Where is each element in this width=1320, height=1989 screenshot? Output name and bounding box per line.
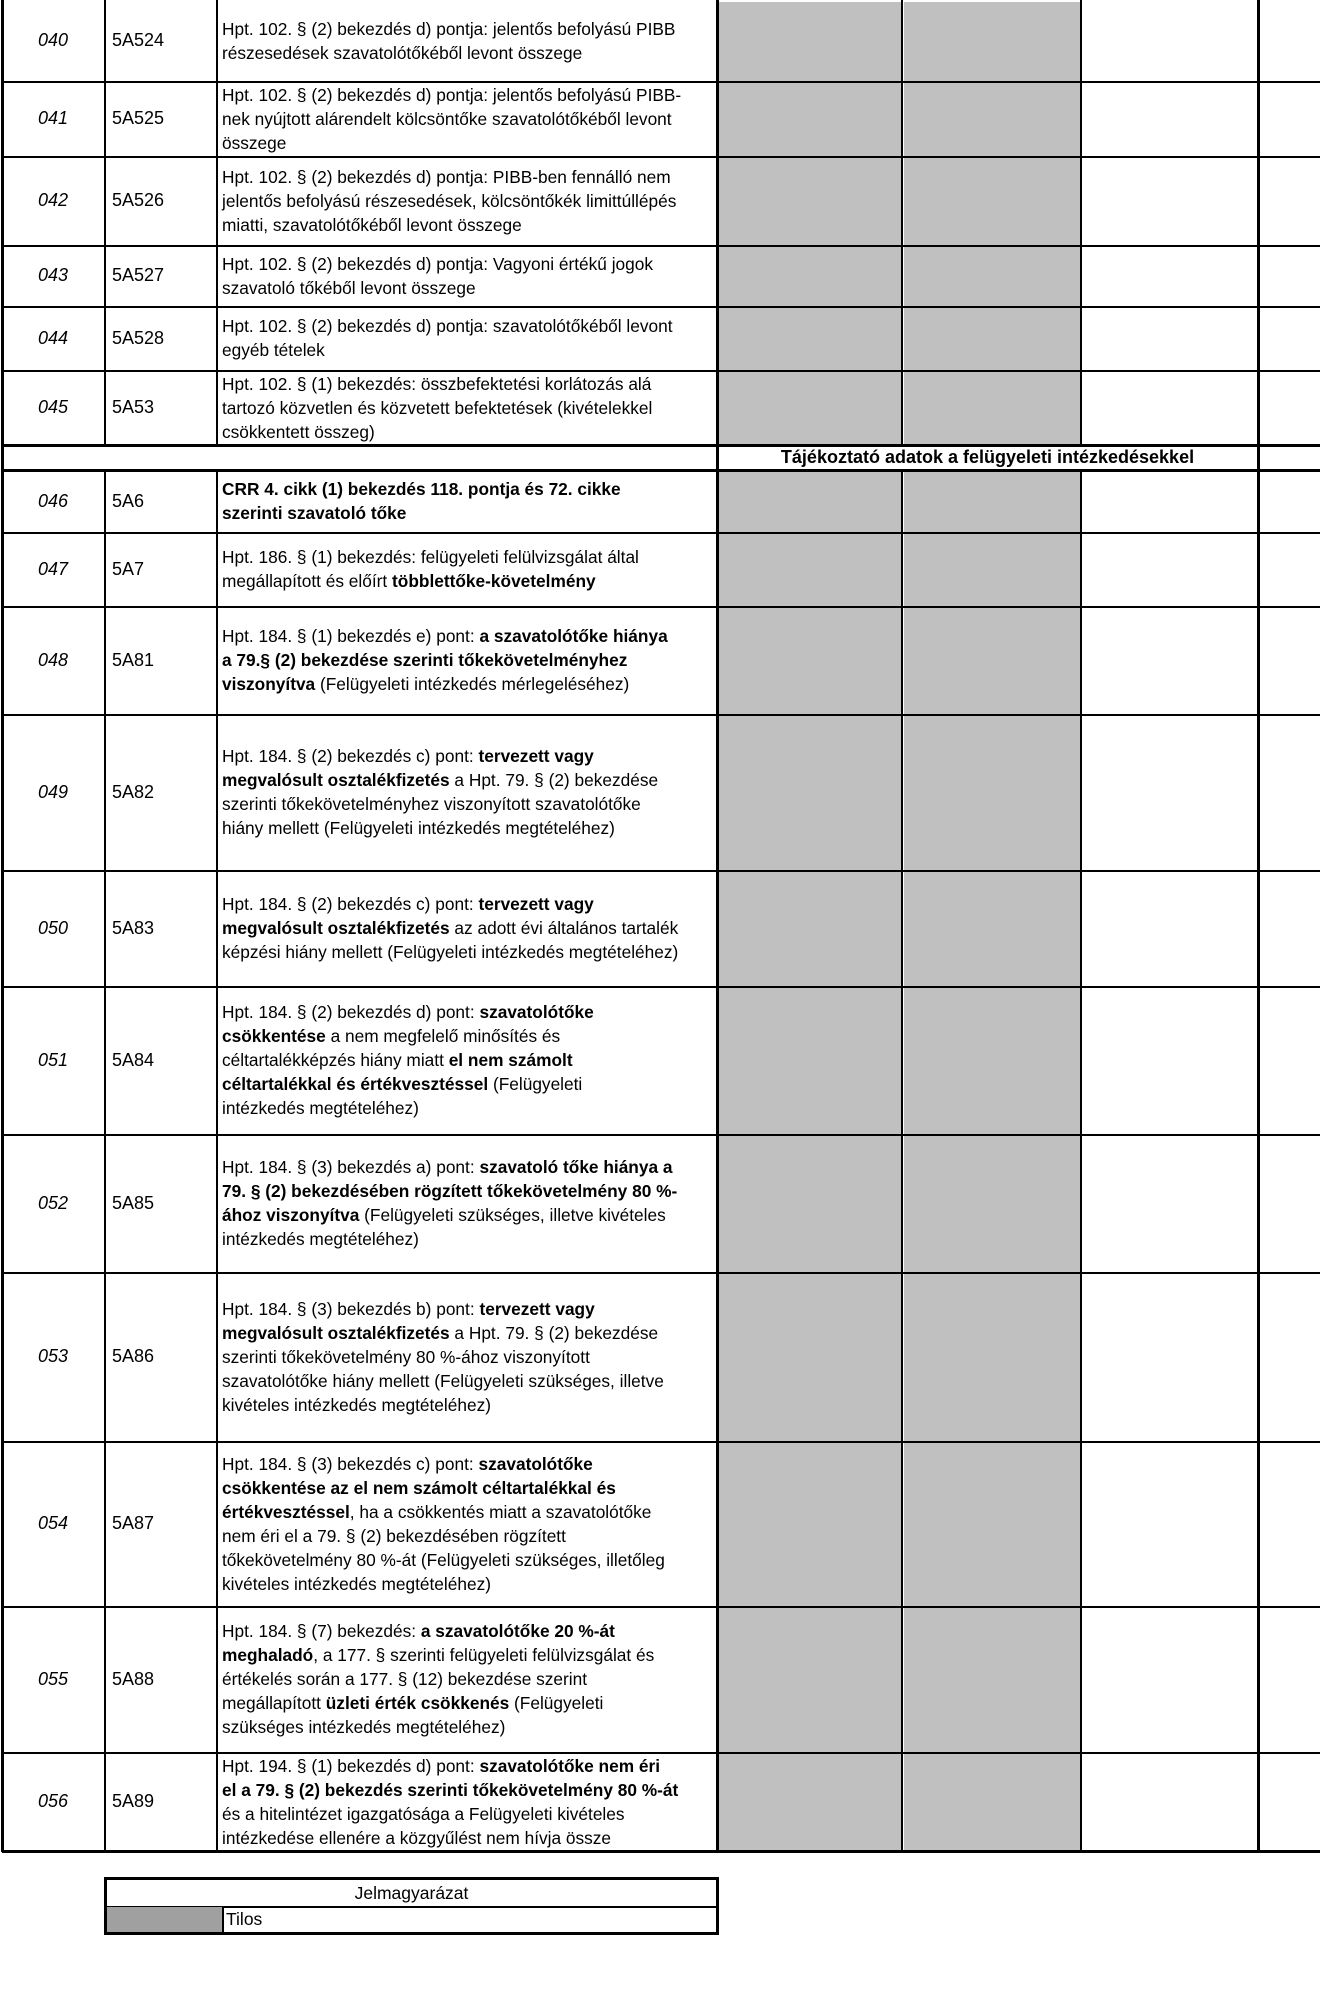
row-number: 050 bbox=[38, 917, 69, 938]
description-line bbox=[222, 1297, 664, 1321]
column-divider bbox=[216, 470, 218, 1852]
data-cell[interactable] bbox=[1260, 534, 1320, 606]
description-line bbox=[222, 672, 668, 696]
shaded-cell bbox=[719, 608, 902, 714]
row-description bbox=[219, 1272, 717, 1441]
data-cell[interactable] bbox=[1260, 1443, 1320, 1606]
shaded-cell bbox=[904, 83, 1081, 156]
shaded-cell bbox=[904, 1608, 1081, 1752]
description-line bbox=[222, 1548, 665, 1572]
data-cell[interactable] bbox=[1083, 372, 1258, 445]
text: (Felügyeleti intézkedés mérlegeléséhez) bbox=[315, 674, 630, 694]
row-code: 5A526 bbox=[112, 190, 165, 210]
data-cell[interactable] bbox=[1083, 1608, 1258, 1752]
shaded-cell bbox=[719, 1608, 902, 1752]
row-divider bbox=[2, 532, 1320, 534]
data-cell[interactable] bbox=[1260, 872, 1320, 986]
data-cell[interactable] bbox=[1260, 988, 1320, 1134]
bold-text: 79. § (2) bekezdésében rögzített tőkekövetelmény 80 %- bbox=[222, 1181, 678, 1201]
shaded-cell bbox=[719, 372, 902, 445]
text: részesedések szavatolótőkéből levont összege bbox=[222, 42, 583, 63]
description-line bbox=[222, 1572, 665, 1596]
text: megállapított és előírt bbox=[222, 571, 393, 591]
shaded-cell bbox=[719, 2, 902, 81]
data-cell[interactable] bbox=[1260, 472, 1320, 532]
row-code: 5A82 bbox=[112, 781, 155, 802]
row-number: 040 bbox=[38, 30, 69, 50]
description-line bbox=[222, 1321, 664, 1345]
description-line bbox=[222, 1155, 677, 1179]
description-line bbox=[222, 1369, 664, 1393]
description-line bbox=[222, 792, 658, 816]
data-cell[interactable] bbox=[1083, 1274, 1258, 1441]
data-cell[interactable] bbox=[1260, 247, 1320, 306]
text: Hpt. 102. § (2) bekezdés d) pontja: PIBB-ben fennálló nem bbox=[222, 166, 671, 187]
row-divider bbox=[2, 81, 1320, 83]
bold-text: csökkentése bbox=[222, 1026, 326, 1046]
description-line bbox=[222, 1619, 654, 1643]
description-line bbox=[222, 1778, 678, 1802]
row-number: 053 bbox=[38, 1346, 69, 1366]
description-line bbox=[222, 940, 678, 964]
shaded-cell bbox=[719, 1443, 902, 1606]
description-line bbox=[222, 1643, 654, 1667]
bold-text: el a 79. § (2) bekezdés szerinti tőkekövetelmény 80 %-át bbox=[222, 1779, 679, 1800]
row-divider bbox=[2, 606, 1320, 608]
column-divider bbox=[901, 0, 903, 445]
text: , a 177. § szerinti felügyeleti felülvizsgálat és bbox=[313, 1645, 655, 1665]
row-divider bbox=[2, 370, 1320, 372]
text: tartozó közvetlen és közvetett befektetések (kivételekkel bbox=[222, 397, 653, 418]
description-line bbox=[222, 314, 673, 338]
row-divider bbox=[2, 986, 1320, 988]
description-line bbox=[222, 372, 652, 396]
description-line bbox=[222, 420, 652, 444]
bold-text: szavatolótőke bbox=[479, 1002, 594, 1022]
row-code: 5A87 bbox=[112, 1513, 155, 1533]
data-cell[interactable] bbox=[1260, 1136, 1320, 1272]
shaded-cell bbox=[904, 2, 1081, 81]
data-cell[interactable] bbox=[1260, 2, 1320, 81]
bold-text: megvalósult osztalékfizetés bbox=[222, 1322, 450, 1343]
shaded-cell bbox=[904, 716, 1081, 870]
legend-title: Jelmagyarázat bbox=[107, 1880, 716, 1908]
data-cell[interactable] bbox=[1083, 716, 1258, 870]
bold-text: viszonyítva bbox=[222, 674, 316, 694]
shaded-cell bbox=[904, 1754, 1081, 1851]
text: jelentős befolyású részesedések, kölcsöntőkék limittúllépés bbox=[222, 190, 677, 211]
shaded-cell bbox=[904, 534, 1081, 606]
shaded-cell bbox=[904, 988, 1081, 1134]
row-description bbox=[219, 1606, 717, 1752]
text: a Hpt. 79. § (2) bekezdése bbox=[449, 1322, 659, 1343]
text: kivételes intézkedés megtételéhez) bbox=[222, 1573, 491, 1594]
shaded-cell bbox=[719, 158, 902, 245]
row-description bbox=[219, 714, 717, 870]
bold-text: többlettőke-követelmény bbox=[392, 571, 596, 591]
description-line bbox=[222, 41, 675, 65]
text: Hpt. 102. § (2) bekezdés d) pontja: jelentős befolyású PIBB- bbox=[222, 84, 682, 105]
text: Hpt. 184. § (3) bekezdés c) pont: bbox=[222, 1453, 479, 1474]
row-number: 055 bbox=[38, 1668, 69, 1689]
text: nek nyújtott alárendelt kölcsöntőke szavatolótőkéből levont bbox=[222, 108, 672, 129]
row-code: 5A6 bbox=[112, 490, 145, 511]
description-line bbox=[222, 396, 652, 420]
row-divider bbox=[2, 444, 1320, 447]
bold-text: üzleti érték csökkenés bbox=[325, 1693, 510, 1713]
shaded-cell bbox=[719, 716, 902, 870]
shaded-cell bbox=[719, 83, 902, 156]
column-divider bbox=[104, 0, 106, 445]
shaded-cell bbox=[904, 472, 1081, 532]
description-line bbox=[222, 768, 658, 792]
legend-label-forbidden: Tilos bbox=[226, 1909, 263, 1929]
shaded-cell bbox=[904, 308, 1081, 370]
row-divider bbox=[2, 714, 1320, 716]
description-line bbox=[222, 1691, 654, 1715]
text: egyéb tételek bbox=[222, 340, 325, 360]
row-code: 5A84 bbox=[112, 1049, 155, 1070]
text: Hpt. 184. § (3) bekezdés b) pont: bbox=[222, 1298, 480, 1319]
text: csökkentett összeg) bbox=[222, 421, 375, 442]
bold-text: meghaladó bbox=[222, 1645, 314, 1665]
text: a nem megfelelő minősítés és bbox=[325, 1026, 561, 1046]
row-number: 041 bbox=[38, 108, 69, 128]
legend bbox=[104, 1877, 719, 1935]
shaded-cell bbox=[904, 158, 1081, 245]
row-divider bbox=[2, 1272, 1320, 1274]
shaded-cell bbox=[719, 988, 902, 1134]
text: intézkedés megtételéhez) bbox=[222, 1229, 419, 1249]
text: szavatolótőke hiány mellett (Felügyeleti szükséges, illetve bbox=[222, 1370, 664, 1391]
row-number: 044 bbox=[38, 327, 69, 348]
bold-text: megvalósult osztalékfizetés bbox=[222, 770, 450, 790]
row-number: 043 bbox=[38, 265, 69, 285]
bold-text: céltartalékkal és értékvesztéssel bbox=[222, 1074, 489, 1094]
column-divider bbox=[104, 470, 106, 1852]
description-line bbox=[222, 545, 639, 569]
shaded-cell bbox=[904, 372, 1081, 445]
text: Hpt. 102. § (2) bekezdés d) pontja: jelentős befolyású PIBB bbox=[222, 18, 676, 39]
bold-text: megvalósult osztalékfizetés bbox=[222, 918, 450, 938]
row-divider bbox=[2, 1850, 1320, 1853]
description-line bbox=[222, 213, 676, 237]
data-cell[interactable] bbox=[1083, 1136, 1258, 1272]
row-divider bbox=[2, 1441, 1320, 1443]
row-code: 5A528 bbox=[112, 327, 165, 348]
column-divider bbox=[1257, 0, 1260, 1852]
row-description bbox=[219, 1752, 717, 1851]
row-code: 5A81 bbox=[112, 649, 155, 670]
description-line bbox=[222, 1203, 677, 1227]
shaded-cell bbox=[719, 872, 902, 986]
text: értékelés során a 177. § (12) bekezdése szerint bbox=[222, 1669, 588, 1689]
row-description bbox=[219, 470, 717, 532]
row-code: 5A525 bbox=[112, 108, 165, 128]
description-line bbox=[222, 17, 675, 41]
text: Hpt. 184. § (3) bekezdés a) pont: bbox=[222, 1157, 480, 1177]
text: intézkedése ellenére a közgyűlést nem hívja össze bbox=[222, 1827, 612, 1848]
data-cell[interactable] bbox=[1083, 1443, 1258, 1606]
shaded-cell bbox=[904, 1443, 1081, 1606]
row-number: 054 bbox=[38, 1513, 69, 1533]
description-line bbox=[222, 892, 678, 916]
row-code: 5A83 bbox=[112, 917, 155, 938]
text: miatti, szavatolótőkéből levont összege bbox=[222, 214, 522, 235]
description-line bbox=[222, 1476, 665, 1500]
column-divider bbox=[901, 470, 903, 1852]
shaded-cell bbox=[719, 472, 902, 532]
description-line bbox=[222, 189, 676, 213]
description-line bbox=[222, 1000, 594, 1024]
row-number: 049 bbox=[38, 781, 69, 802]
text: megállapított bbox=[222, 1693, 326, 1713]
text: Hpt. 184. § (7) bekezdés: bbox=[222, 1621, 421, 1641]
row-number: 052 bbox=[38, 1192, 69, 1213]
text: Hpt. 186. § (1) bekezdés: felügyeleti felülvizsgálat által bbox=[222, 547, 639, 567]
shaded-cell bbox=[719, 308, 902, 370]
legend-swatch-forbidden bbox=[107, 1907, 224, 1932]
bold-text: tervezett vagy bbox=[478, 894, 594, 914]
row-divider bbox=[2, 469, 1320, 472]
row-description bbox=[219, 870, 717, 986]
row-number: 051 bbox=[38, 1049, 69, 1070]
description-line bbox=[222, 1500, 665, 1524]
description-line bbox=[222, 569, 639, 593]
row-description bbox=[219, 245, 717, 306]
description-line bbox=[222, 1179, 677, 1203]
bold-text: tervezett vagy bbox=[479, 1298, 595, 1319]
row-number: 042 bbox=[38, 190, 69, 210]
data-cell[interactable] bbox=[1083, 534, 1258, 606]
row-description bbox=[219, 1441, 717, 1606]
text: Hpt. 184. § (2) bekezdés c) pont: bbox=[222, 746, 479, 766]
row-description bbox=[219, 156, 717, 245]
text: (Felügyeleti bbox=[509, 1693, 604, 1713]
row-code: 5A89 bbox=[112, 1791, 155, 1811]
row-number: 048 bbox=[38, 649, 69, 670]
description-line bbox=[222, 276, 653, 300]
row-code: 5A527 bbox=[112, 265, 165, 285]
row-divider bbox=[2, 245, 1320, 247]
text: Hpt. 102. § (2) bekezdés d) pontja: Vagyoni értékű jogok bbox=[222, 253, 654, 274]
data-cell[interactable] bbox=[1083, 247, 1258, 306]
row-description bbox=[219, 0, 717, 81]
row-description bbox=[219, 986, 717, 1134]
text: , ha a csökkentés miatt a szavatolótőke bbox=[349, 1501, 652, 1522]
text: céltartalékképzés hiány miatt bbox=[222, 1050, 449, 1070]
bold-text: CRR 4. cikk (1) bekezdés 118. pontja és 72. cikke bbox=[222, 479, 621, 499]
row-description bbox=[219, 606, 717, 714]
description-line bbox=[222, 1227, 677, 1251]
text: Hpt. 184. § (2) bekezdés c) pont: bbox=[222, 894, 479, 914]
bold-text: a szavatolótőke 20 %-át bbox=[420, 1621, 615, 1641]
row-number: 056 bbox=[38, 1791, 69, 1811]
bold-text: értékvesztéssel bbox=[222, 1501, 350, 1522]
text: Hpt. 102. § (1) bekezdés: összbefektetési korlátozás alá bbox=[222, 373, 652, 394]
shaded-cell bbox=[719, 1274, 902, 1441]
text: Hpt. 184. § (2) bekezdés d) pont: bbox=[222, 1002, 480, 1022]
description-line bbox=[222, 1667, 654, 1691]
text: (Felügyeleti szükséges, illetve kivételes bbox=[359, 1205, 666, 1225]
data-cell[interactable] bbox=[1260, 308, 1320, 370]
shaded-cell bbox=[719, 247, 902, 306]
shaded-cell bbox=[719, 534, 902, 606]
column-divider bbox=[1080, 470, 1082, 1852]
row-code: 5A7 bbox=[112, 558, 145, 579]
description-line bbox=[222, 338, 673, 362]
description-line bbox=[222, 1345, 664, 1369]
bold-text: szavatoló tőke hiánya a bbox=[479, 1157, 673, 1177]
data-cell[interactable] bbox=[1083, 472, 1258, 532]
text: Hpt. 184. § (1) bekezdés e) pont: bbox=[222, 626, 480, 646]
description-line bbox=[222, 1754, 678, 1778]
data-cell[interactable] bbox=[1260, 1754, 1320, 1851]
shaded-cell bbox=[904, 1274, 1081, 1441]
description-line bbox=[222, 648, 668, 672]
row-code: 5A86 bbox=[112, 1346, 155, 1366]
text: és a hitelintézet igazgatósága a Felügyeleti kivételes bbox=[222, 1803, 625, 1824]
description-line bbox=[222, 477, 621, 501]
bold-text: a szavatolótőke hiánya bbox=[479, 626, 668, 646]
shaded-cell bbox=[719, 1754, 902, 1851]
text: szavatoló tőkéből levont összege bbox=[222, 277, 476, 298]
description-line bbox=[222, 816, 658, 840]
bold-text: csökkentése az el nem számolt céltartalékkal és bbox=[222, 1477, 616, 1498]
text: kivételes intézkedés megtételéhez) bbox=[222, 1394, 491, 1415]
row-code: 5A85 bbox=[112, 1192, 155, 1213]
row-divider bbox=[2, 1752, 1320, 1754]
data-cell[interactable] bbox=[1260, 608, 1320, 714]
bold-text: el nem számolt bbox=[448, 1050, 573, 1070]
description-line bbox=[222, 1452, 665, 1476]
row-code: 5A53 bbox=[112, 397, 155, 417]
data-cell[interactable] bbox=[1083, 872, 1258, 986]
data-cell[interactable] bbox=[1083, 2, 1258, 81]
text: szerinti tőkekövetelményhez viszonyított szavatolótőke bbox=[222, 794, 641, 814]
bold-text: a 79.§ (2) bekezdése szerinti tőkekövetelményhez bbox=[222, 650, 628, 670]
row-description bbox=[219, 1134, 717, 1272]
description-line bbox=[222, 107, 681, 131]
row-code: 5A524 bbox=[112, 30, 165, 50]
description-line bbox=[222, 1393, 664, 1417]
text: hiány mellett (Felügyeleti intézkedés megtételéhez) bbox=[222, 818, 615, 838]
description-line bbox=[222, 252, 653, 276]
description-line bbox=[222, 165, 676, 189]
bold-text: szavatolótőke nem éri bbox=[479, 1755, 661, 1776]
description-line bbox=[222, 1715, 654, 1739]
row-divider bbox=[2, 1134, 1320, 1136]
shaded-cell bbox=[904, 608, 1081, 714]
column-divider bbox=[1080, 0, 1082, 445]
text: összege bbox=[222, 132, 287, 153]
description-line bbox=[222, 1802, 678, 1826]
section-header: Tájékoztató adatok a felügyeleti intézkedésekkel bbox=[780, 447, 1195, 467]
data-cell[interactable] bbox=[1083, 158, 1258, 245]
row-number: 045 bbox=[38, 397, 69, 417]
row-divider bbox=[2, 306, 1320, 308]
description-line bbox=[222, 1096, 594, 1120]
row-divider bbox=[2, 156, 1320, 158]
row-description bbox=[219, 532, 717, 606]
data-cell[interactable] bbox=[1260, 1608, 1320, 1752]
bold-text: ához viszonyítva bbox=[222, 1205, 360, 1225]
shaded-cell bbox=[904, 247, 1081, 306]
row-description bbox=[219, 306, 717, 370]
text: szükséges intézkedés megtételéhez) bbox=[222, 1717, 506, 1737]
text: Hpt. 194. § (1) bekezdés d) pont: bbox=[222, 1755, 480, 1776]
description-line bbox=[222, 1826, 678, 1850]
row-divider bbox=[2, 1606, 1320, 1608]
text: az adott évi általános tartalék bbox=[449, 918, 679, 938]
data-cell[interactable] bbox=[1260, 83, 1320, 156]
description-line bbox=[222, 744, 658, 768]
text: (Felügyeleti bbox=[488, 1074, 583, 1094]
row-number: 047 bbox=[38, 558, 69, 579]
data-cell[interactable] bbox=[1260, 372, 1320, 445]
data-cell[interactable] bbox=[1083, 988, 1258, 1134]
text: intézkedés megtételéhez) bbox=[222, 1098, 419, 1118]
description-line bbox=[222, 624, 668, 648]
description-line bbox=[222, 1048, 594, 1072]
description-line bbox=[222, 83, 681, 107]
column-divider bbox=[216, 0, 218, 445]
data-cell[interactable] bbox=[1083, 1754, 1258, 1851]
column-divider bbox=[1, 0, 4, 1852]
text: szerinti tőkekövetelmény 80 %-ához viszonyított bbox=[222, 1346, 590, 1367]
text: Hpt. 102. § (2) bekezdés d) pontja: szavatolótőkéből levont bbox=[222, 316, 673, 336]
description-line bbox=[222, 1524, 665, 1548]
text: tőkekövetelmény 80 %-át (Felügyeleti szükséges, illetőleg bbox=[222, 1549, 665, 1570]
row-code: 5A88 bbox=[112, 1668, 155, 1689]
data-cell[interactable] bbox=[1083, 608, 1258, 714]
row-divider bbox=[2, 870, 1320, 872]
data-cell[interactable] bbox=[1260, 716, 1320, 870]
row-number: 046 bbox=[38, 490, 69, 511]
text: nem éri el a 79. § (2) bekezdésében rögzített bbox=[222, 1525, 566, 1546]
data-cell[interactable] bbox=[1083, 308, 1258, 370]
shaded-cell bbox=[904, 872, 1081, 986]
text: képzési hiány mellett (Felügyeleti intézkedés megtételéhez) bbox=[222, 942, 679, 962]
data-cell[interactable] bbox=[1260, 1274, 1320, 1441]
row-description bbox=[219, 81, 717, 156]
bold-text: szavatolótőke bbox=[478, 1453, 593, 1474]
description-line bbox=[222, 1072, 594, 1096]
column-divider bbox=[716, 0, 719, 1852]
data-cell[interactable] bbox=[1083, 83, 1258, 156]
description-line bbox=[222, 916, 678, 940]
row-description bbox=[219, 370, 717, 445]
description-line bbox=[222, 1024, 594, 1048]
description-line bbox=[222, 501, 621, 525]
data-cell[interactable] bbox=[1260, 158, 1320, 245]
text: a Hpt. 79. § (2) bekezdése bbox=[449, 770, 659, 790]
description-line bbox=[222, 131, 681, 155]
shaded-cell bbox=[719, 1136, 902, 1272]
bold-text: tervezett vagy bbox=[478, 746, 594, 766]
shaded-cell bbox=[904, 1136, 1081, 1272]
bold-text: szerinti szavatoló tőke bbox=[222, 503, 407, 523]
